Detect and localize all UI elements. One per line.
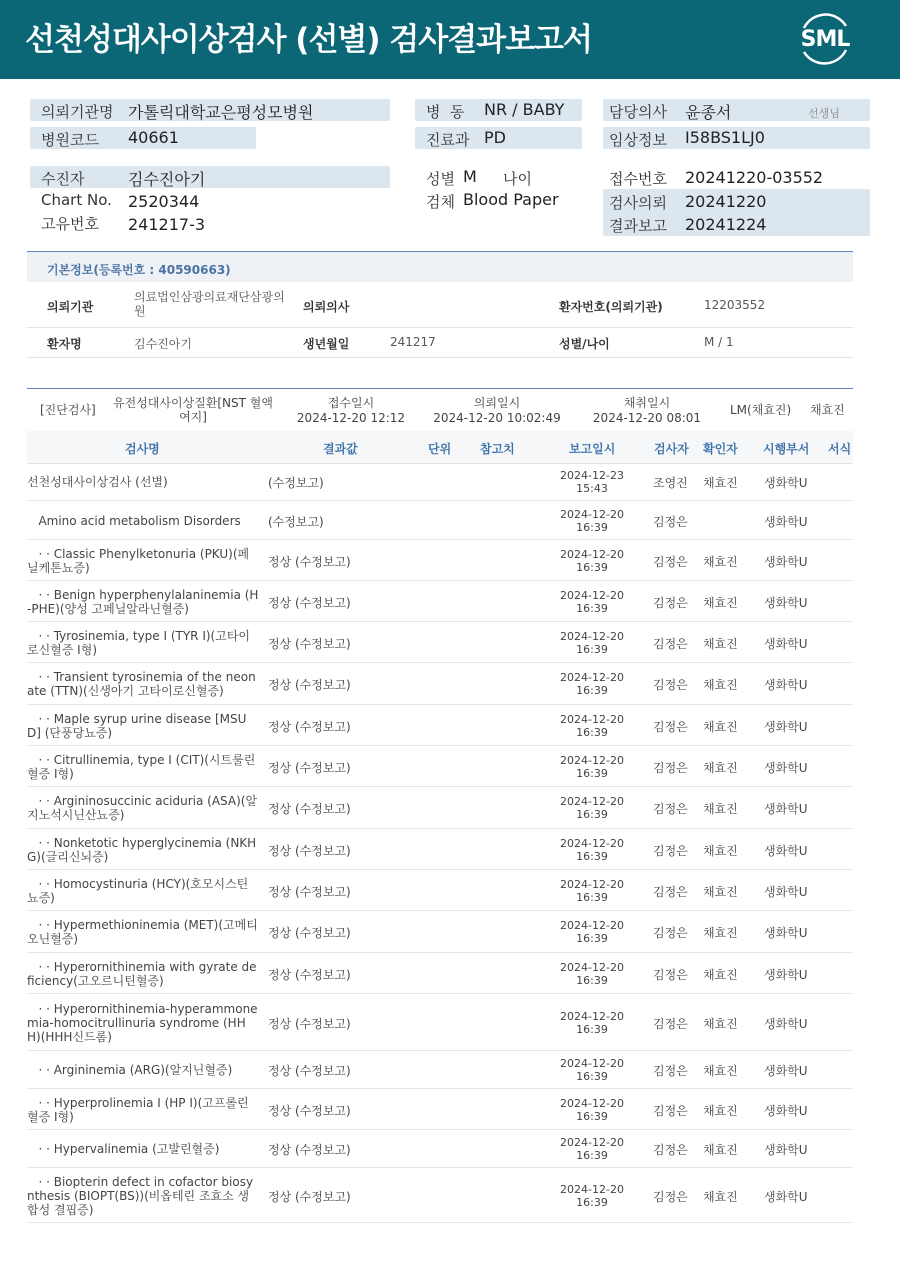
confirmer: 채효진 [703, 1143, 738, 1157]
report-date [557, 878, 627, 904]
table-row [27, 870, 853, 911]
tester: 김정은 [653, 761, 688, 775]
table-row [27, 994, 853, 1051]
basic-row-name [27, 328, 853, 358]
th-name: 검사명 [125, 442, 160, 456]
department: 생화학U [764, 720, 808, 734]
staff: 채효진 [810, 403, 845, 417]
report-date-time: 16:39 [576, 1023, 608, 1036]
department: 생화학U [764, 476, 808, 490]
department: 생화학U [764, 678, 808, 692]
table-row [27, 911, 853, 953]
table-row [27, 540, 853, 581]
result-value: 정상 (수정보고) [268, 678, 351, 692]
th-tester: 검사자 [654, 442, 689, 456]
table-row [27, 829, 853, 870]
result-label: 결과보고 [609, 217, 667, 235]
table-row [27, 1130, 853, 1168]
confirmer: 채효진 [703, 678, 738, 692]
patient-label: 수진자 [41, 170, 85, 188]
test-name: · · Transient tyrosinemia of the neonate (TTN)(신생아기 고타이로신혈증) [27, 670, 256, 698]
tester: 김정은 [653, 885, 688, 899]
test-name: · · Homocystinuria (HCY)(호모시스틴뇨증) [27, 877, 249, 905]
result-value: 정상 (수정보고) [268, 844, 351, 858]
report-date [557, 713, 627, 739]
tester: 김정은 [653, 844, 688, 858]
test-name: · · Maple syrup urine disease [MSUD] (단풍당뇨증) [27, 712, 247, 740]
test-name: · · Benign hyperphenylalaninemia (H-PHE)(양성 고페닐알라닌혈증) [27, 588, 259, 616]
report-date [557, 1057, 627, 1083]
report-date-day: 2024-12-20 [560, 754, 624, 767]
report-date-day: 2024-12-20 [560, 589, 624, 602]
report-date-time: 16:39 [576, 891, 608, 904]
report-date [557, 469, 627, 495]
department: 생화학U [764, 515, 808, 529]
basic-info-heading: 기본정보(등록번호 : 40590663) [27, 251, 853, 282]
confirmer: 채효진 [703, 926, 738, 940]
basic-row-org [27, 282, 853, 328]
th-result: 결과값 [323, 442, 358, 456]
report-date-day: 2024-12-20 [560, 548, 624, 561]
confirmer: 채효진 [703, 596, 738, 610]
table-row [27, 787, 853, 829]
tester: 김정은 [653, 1104, 688, 1118]
doctor-label-basic: 의뢰의사 [303, 300, 350, 314]
table-row [27, 501, 853, 540]
table-row [27, 1089, 853, 1130]
exam-req-label: 검사의뢰 [609, 194, 667, 212]
th-confirmer: 확인자 [703, 442, 738, 456]
report-date [557, 589, 627, 615]
test-name: · · Hypermethioninemia (MET)(고메티오닌혈증) [27, 918, 258, 946]
test-name: · · Classic Phenylketonuria (PKU)(페닐케톤뇨증) [27, 547, 250, 575]
department: 생화학U [764, 1143, 808, 1157]
report-date-day: 2024-12-20 [560, 508, 624, 521]
confirmer: 채효진 [703, 968, 738, 982]
test-name: · · Hypervalinemia (고발린혈증) [27, 1142, 220, 1156]
department: 생화학U [764, 637, 808, 651]
report-date-time: 15:43 [576, 482, 608, 495]
table-header [27, 431, 853, 464]
org-label: 의뢰기관 [47, 300, 94, 314]
collector: LM(채효진) [730, 403, 792, 417]
hospital-code-value: 40661 [128, 128, 179, 147]
test-name: · · Hyperornithinemia with gyrate deficiency(고오르니틴혈증) [27, 960, 257, 988]
sex-value: M [463, 167, 477, 186]
result-value: (수정보고) [268, 476, 324, 490]
unique-label: 고유번호 [41, 215, 99, 233]
confirmer: 채효진 [703, 1064, 738, 1078]
report-date-time: 16:39 [576, 1196, 608, 1209]
tester: 김정은 [653, 1017, 688, 1031]
report-title: 선천성대사이상검사 (선별) 검사결과보고서 [25, 22, 592, 58]
th-dept: 시행부서 [763, 442, 810, 456]
dob-value: 241217 [390, 335, 436, 349]
report-date-day: 2024-12-20 [560, 630, 624, 643]
result-value: 정상 (수정보고) [268, 885, 351, 899]
tester: 김정은 [653, 926, 688, 940]
exam-summary [27, 389, 853, 431]
confirmer: 채효진 [703, 1017, 738, 1031]
sexage-label: 성별/나이 [559, 337, 610, 351]
table-row [27, 663, 853, 705]
department: 생화학U [764, 1104, 808, 1118]
report-date-time: 16:39 [576, 726, 608, 739]
test-name: · · Argininosuccinic aciduria (ASA)(알지노석시닌산뇨증) [27, 794, 258, 822]
report-date-day: 2024-12-20 [560, 919, 624, 932]
dept-label: 진료과 [426, 131, 470, 149]
chart-label: Chart No. [41, 191, 112, 209]
doctor-value: 윤종서 [685, 103, 732, 122]
confirmer: 채효진 [703, 844, 738, 858]
report-date-day: 2024-12-20 [560, 1010, 624, 1023]
patient-value: 김수진아기 [128, 170, 206, 189]
confirmer: 채효진 [703, 637, 738, 651]
unique-value: 241217-3 [128, 215, 206, 234]
report-date-time: 16:39 [576, 850, 608, 863]
received-label: 접수일시 [327, 396, 375, 410]
exam-section [27, 388, 853, 464]
th-form: 서식 [828, 442, 852, 456]
report-date-day: 2024-12-20 [560, 795, 624, 808]
report-date-day: 2024-12-20 [560, 837, 624, 850]
result-value: 정상 (수정보고) [268, 926, 351, 940]
report-date [557, 1136, 627, 1162]
confirmer: 채효진 [703, 885, 738, 899]
department: 생화학U [764, 1017, 808, 1031]
report-date-day: 2024-12-20 [560, 671, 624, 684]
table-row [27, 705, 853, 746]
sexage-value: M / 1 [704, 335, 734, 349]
th-ref: 참고치 [480, 442, 515, 456]
sex-label: 성별 [426, 170, 455, 188]
exam-req-value: 20241220 [685, 192, 767, 211]
report-date-day: 2024-12-23 [560, 469, 624, 482]
clinical-value: I58BS1LJ0 [685, 128, 765, 147]
sml-logo [796, 12, 854, 66]
test-name: · · Nonketotic hyperglycinemia (NKHG)(글리신뇌증) [27, 836, 257, 864]
doctor-label: 담당의사 [609, 103, 667, 121]
result-value: 정상 (수정보고) [268, 1017, 351, 1031]
dept-value: PD [484, 128, 506, 147]
tester: 조영진 [653, 476, 688, 490]
report-date-day: 2024-12-20 [560, 1136, 624, 1149]
tester: 김정은 [653, 678, 688, 692]
report-date-time: 16:39 [576, 1110, 608, 1123]
receipt-value: 20241220-03552 [685, 168, 824, 187]
report-date-time: 16:39 [576, 561, 608, 574]
result-value: 정상 (수정보고) [268, 596, 351, 610]
result-value: 정상 (수정보고) [268, 720, 351, 734]
report-date-day: 2024-12-20 [560, 713, 624, 726]
department: 생화학U [764, 1190, 808, 1204]
pt-no-label: 환자번호(의뢰기관) [559, 300, 663, 314]
test-name: · · Tyrosinemia, type I (TYR I)(고타이로신혈증 I형) [27, 629, 251, 657]
report-date-day: 2024-12-20 [560, 1183, 624, 1196]
department: 생화학U [764, 761, 808, 775]
test-name: · · Biopterin defect in cofactor biosynthesis (BIOPT(BS))(비옵테린 조효소 생합성 결핍증) [27, 1175, 254, 1217]
report-date-time: 16:39 [576, 974, 608, 987]
department: 생화학U [764, 844, 808, 858]
report-date-time: 16:39 [576, 808, 608, 821]
table-row [27, 746, 853, 787]
tester: 김정은 [653, 968, 688, 982]
department: 생화학U [764, 926, 808, 940]
result-value: 정상 (수정보고) [268, 1064, 351, 1078]
department: 생화학U [764, 885, 808, 899]
department: 생화학U [764, 968, 808, 982]
specimen-value: Blood Paper [463, 190, 559, 209]
ward-value: NR / BABY [484, 100, 565, 119]
report-date [557, 1010, 627, 1036]
tester: 김정은 [653, 1143, 688, 1157]
report-date [557, 671, 627, 697]
report-date-time: 16:39 [576, 643, 608, 656]
test-name: · · Argininemia (ARG)(알지닌혈증) [27, 1063, 233, 1077]
test-name: 선천성대사이상검사 (선별) [27, 475, 168, 489]
confirmer: 채효진 [703, 476, 738, 490]
result-value: 정상 (수정보고) [268, 1190, 351, 1204]
department: 생화학U [764, 802, 808, 816]
report-date-time: 16:39 [576, 932, 608, 945]
received-value: 2024-12-20 12:12 [296, 411, 406, 425]
report-date [557, 919, 627, 945]
result-value: 정상 (수정보고) [268, 968, 351, 982]
doctor-suffix: 선생님 [808, 107, 840, 120]
tester: 김정은 [653, 515, 688, 529]
collected-value: 2024-12-20 08:01 [592, 411, 702, 425]
collected-label: 채취일시 [623, 396, 671, 410]
report-date-time: 16:39 [576, 1149, 608, 1162]
ward-label: 병 동 [426, 103, 465, 121]
th-unit: 단위 [428, 442, 452, 456]
report-date [557, 630, 627, 656]
department: 생화학U [764, 555, 808, 569]
hospital-code-label: 병원코드 [41, 131, 99, 149]
tester: 김정은 [653, 802, 688, 816]
tester: 김정은 [653, 1064, 688, 1078]
req-org-value: 가톨릭대학교은평성모병원 [128, 103, 314, 122]
clinical-label: 임상정보 [609, 131, 667, 149]
report-date [557, 961, 627, 987]
logo-text: SML [800, 27, 850, 52]
specimen-label: 검체 [426, 193, 455, 211]
dob-label: 생년월일 [303, 337, 350, 351]
result-value: 20241224 [685, 215, 767, 234]
report-date [557, 508, 627, 534]
result-value: 정상 (수정보고) [268, 761, 351, 775]
report-date [557, 795, 627, 821]
exam-type: [진단검사] [40, 403, 96, 417]
report-date-day: 2024-12-20 [560, 961, 624, 974]
requested-label: 의뢰일시 [473, 396, 521, 410]
age-label: 나이 [503, 170, 532, 188]
result-value: 정상 (수정보고) [268, 637, 351, 651]
tester: 김정은 [653, 596, 688, 610]
report-date-time: 16:39 [576, 684, 608, 697]
report-date [557, 548, 627, 574]
table-row [27, 1051, 853, 1089]
confirmer: 채효진 [703, 1104, 738, 1118]
confirmer: 채효진 [703, 802, 738, 816]
basic-info-section [27, 251, 853, 358]
result-value: 정상 (수정보고) [268, 555, 351, 569]
result-value: (수정보고) [268, 515, 324, 529]
result-value: 정상 (수정보고) [268, 1104, 351, 1118]
table-row [27, 581, 853, 622]
report-date [557, 754, 627, 780]
result-value: 정상 (수정보고) [268, 1143, 351, 1157]
tester: 김정은 [653, 555, 688, 569]
report-header [0, 0, 900, 79]
report-date-time: 16:39 [576, 521, 608, 534]
pt-no-value: 12203552 [704, 298, 766, 312]
org-value: 의료법인삼광의료재단삼광의원 [134, 290, 285, 318]
report-date-time: 16:39 [576, 602, 608, 615]
name-value: 김수진아기 [134, 337, 192, 351]
th-date: 보고일시 [569, 442, 616, 456]
report-date-day: 2024-12-20 [560, 1097, 624, 1110]
tester: 김정은 [653, 720, 688, 734]
exam-test-name: 유전성대사이상질환[NST 혈액여지] [113, 396, 273, 424]
tester: 김정은 [653, 1190, 688, 1204]
report-date [557, 1097, 627, 1123]
table-row [27, 622, 853, 663]
test-name: · · Hyperornithinemia-hyperammonemia-homocitrullinuria syndrome (HHH)(HHH신드롬) [27, 1002, 258, 1044]
confirmer: 채효진 [703, 1190, 738, 1204]
name-label: 환자명 [47, 337, 82, 351]
table-row [27, 463, 853, 501]
table-row [27, 953, 853, 994]
result-value: 정상 (수정보고) [268, 802, 351, 816]
department: 생화학U [764, 1064, 808, 1078]
test-name: · · Hyperprolinemia I (HP I)(고프롤린혈증 I형) [27, 1096, 249, 1124]
report-date [557, 837, 627, 863]
receipt-label: 접수번호 [609, 170, 667, 188]
confirmer: 채효진 [703, 761, 738, 775]
chart-value: 2520344 [128, 192, 200, 211]
table-row [27, 1168, 853, 1223]
report-date-time: 16:39 [576, 1070, 608, 1083]
requested-value: 2024-12-20 10:02:49 [433, 411, 561, 425]
test-name: Amino acid metabolism Disorders [27, 514, 241, 528]
tester: 김정은 [653, 637, 688, 651]
confirmer: 채효진 [703, 555, 738, 569]
confirmer: 채효진 [703, 720, 738, 734]
req-org-label: 의뢰기관명 [41, 103, 114, 121]
report-date-day: 2024-12-20 [560, 1057, 624, 1070]
report-date-time: 16:39 [576, 767, 608, 780]
department: 생화학U [764, 596, 808, 610]
test-name: · · Citrullinemia, type I (CIT)(시트룰린혈증 I형) [27, 753, 256, 781]
report-date [557, 1183, 627, 1209]
report-date-day: 2024-12-20 [560, 878, 624, 891]
